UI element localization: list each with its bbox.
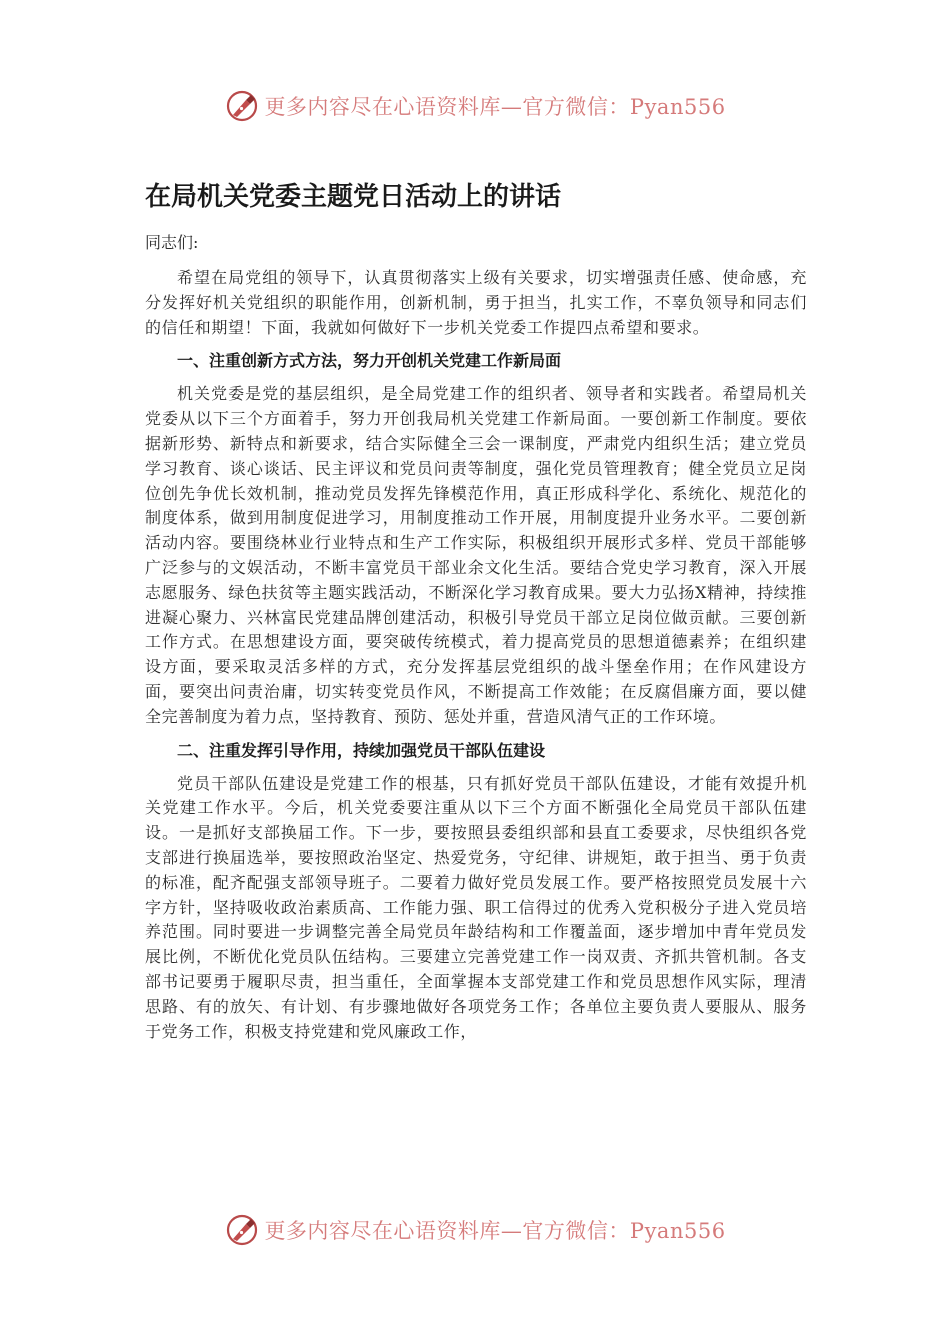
- watermark-text: 更多内容尽在心语资料库—官方微信：Pyan556: [264, 95, 726, 119]
- pen-nib-logo-icon: [224, 1212, 260, 1248]
- section-paragraph-1: 机关党委是党的基层组织，是全局党建工作的组织者、领导者和实践者。希望局机关党委从以下三个方面着手，努力开创我局机关党建工作新局面。一要创新工作制度。要依据新形势、新特点和新要求，结合实际健全三会一课制度，严肃党内组织生活；建立党员学习教育、谈心谈话、民主评议和党员问责等制度，强化党员管理教育；健全党员立足岗位创先争优长效机制，推动党员发挥先锋模范作用，真正形成科学化、系统化、规范化的制度体系，做到用制度促进学习，用制度推动工作开展，用制度提升业务水平。二要创新活动内容。要围绕林业行业特点和生产工作实际，积极组织开展形式多样、党员干部能够广泛参与的文娱活动，不断丰富党员干部业余文化生活。要结合党史学习教育，深入开展志愿服务、绿色扶贫等主题实践活动，不断深化学习教育成果。要大力弘扬X精神，持续推进凝心聚力、兴林富民党建品牌创建活动，积极引导党员干部立足岗位做贡献。三要创新工作方式。在思想建设方面，要突破传统模式，着力提高党员的思想道德素养；在组织建设方面，要采取灵活多样的方式，充分发挥基层党组织的战斗堡垒作用；在作风建设方面，要突出问责治庸，切实转变党员作风，不断提高工作效能；在反腐倡廉方面，要以健全完善制度为着力点，坚持教育、预防、惩处并重，营造风清气正的工作环境。: [145, 384, 807, 726]
- section-heading-1: 一、注重创新方式方法，努力开创机关党建工作新局面: [177, 351, 562, 371]
- intro-paragraph: 希望在局党组的领导下，认真贯彻落实上级有关要求，切实增强责任感、使命感，充分发挥好机关党组织的职能作用，创新机制，勇于担当，扎实工作，不辜负领导和同志们的信任和期望！下面，我就如何做好下一步机关党委工作提四点希望和要求。: [145, 268, 807, 337]
- watermark-banner-bottom: [0, 1210, 950, 1250]
- watermark-banner-top: [0, 86, 950, 126]
- document-body: [145, 266, 807, 1044]
- section-heading-2: 二、注重发挥引导作用，持续加强党员干部队伍建设: [177, 740, 546, 760]
- document-title: 在局机关党委主题党日活动上的讲话: [145, 182, 562, 212]
- greeting: 同志们:: [145, 233, 199, 252]
- watermark-text: 更多内容尽在心语资料库—官方微信：Pyan556: [264, 1219, 726, 1243]
- pen-nib-logo-icon: [224, 88, 260, 124]
- section-paragraph-2: 党员干部队伍建设是党建工作的根基，只有抓好党员干部队伍建设，才能有效提升机关党建工作水平。今后，机关党委要注重从以下三个方面不断强化全局党员干部队伍建设。一是抓好支部换届工作。下一步，要按照县委组织部和县直工委要求，尽快组织各党支部进行换届选举，要按照政治坚定、热爱党务，守纪律、讲规矩，敢于担当、勇于负责的标准，配齐配强支部领导班子。二要着力做好党员发展工作。要严格按照党员发展十六字方针，坚持吸收政治素质高、工作能力强、职工信得过的优秀入党积极分子进入党员培养范围。同时要进一步调整完善全局党员年龄结构和工作覆盖面，逐步增加中青年党员发展比例，不断优化党员队伍结构。三要建立完善党建工作一岗双责、齐抓共管机制。各支部书记要勇于履职尽责，担当重任，全面掌握本支部党建工作和党员思想作风实际，理清思路、有的放矢、有计划、有步骤地做好各项党务工作；各单位主要负责人要服从、服务于党务工作，积极支持党建和党风廉政工作，: [145, 773, 807, 1041]
